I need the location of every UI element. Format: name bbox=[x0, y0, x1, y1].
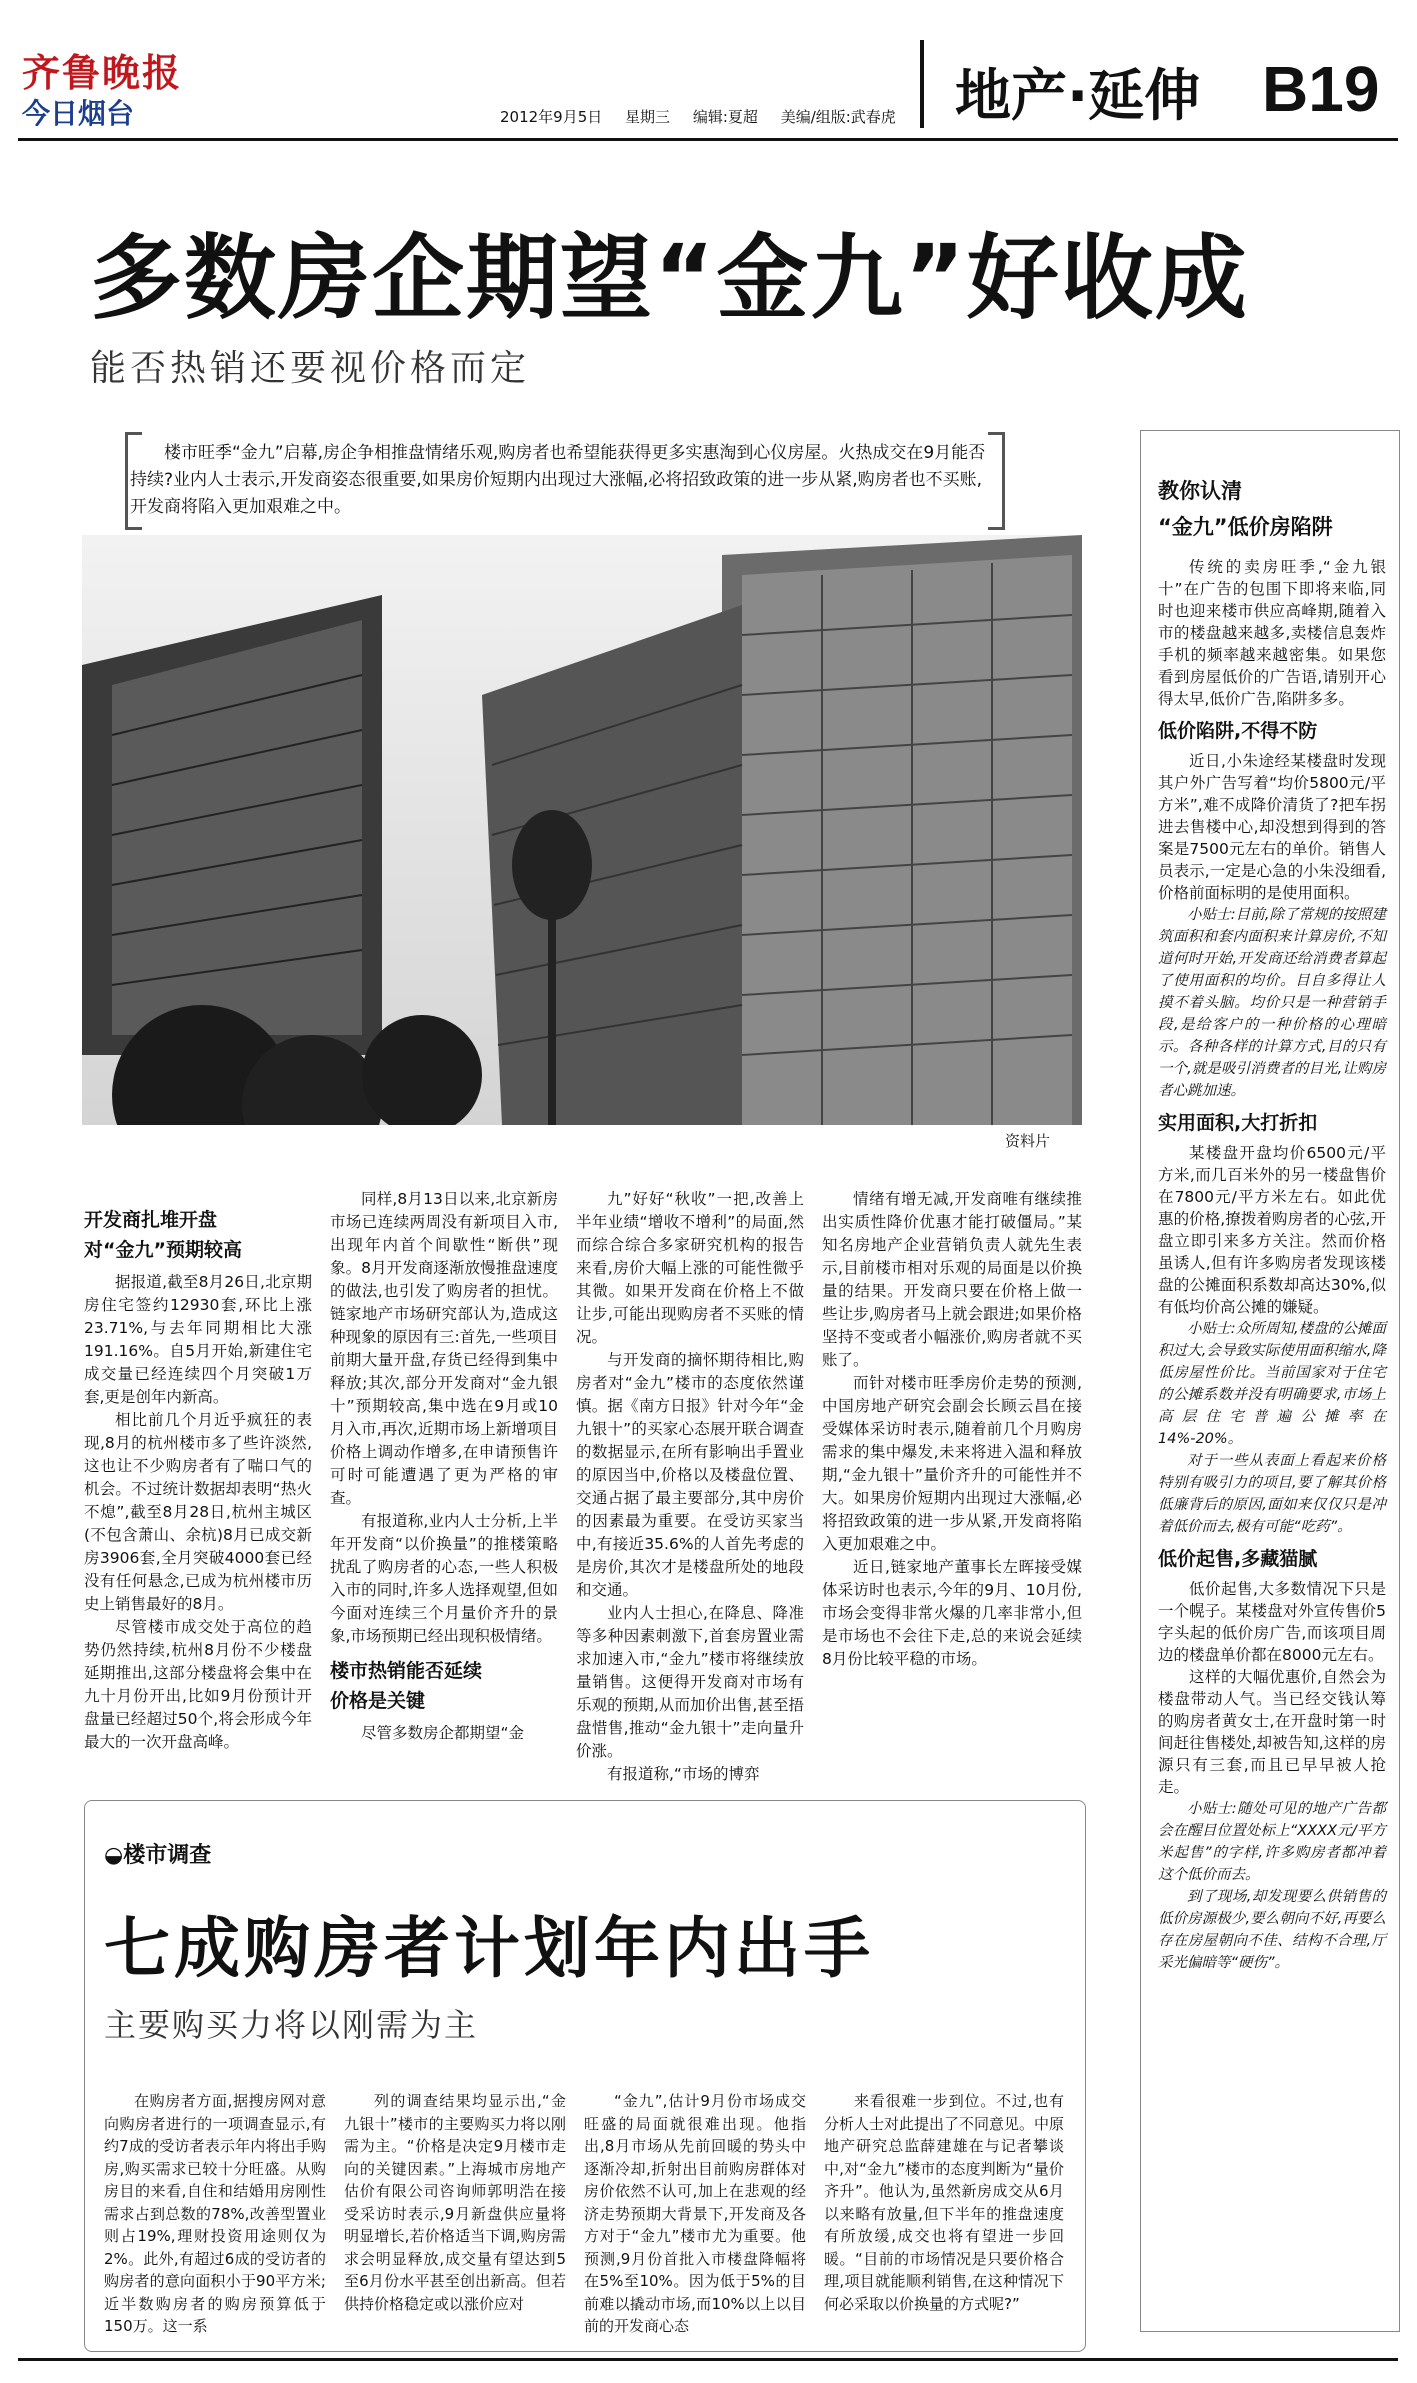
lead-paragraph: 楼市旺季“金九”启幕,房企争相推盘情绪乐观,购房者也希望能获得更多实惠淘到心仪房屋。火热成交在9月能否持续?业内人士表示,开发商姿态很重要,如果房价短期内出现过大涨幅,必将招致政策的进一步从紧,购房者也不买账,开发商将陷入更加艰难之中。 bbox=[130, 443, 986, 517]
tip-paragraph: 小贴士:随处可见的地产广告都会在醒目位置处标上“XXXX元/平方米起售”的字样,许多购房者都冲着这个低价而去。 bbox=[1158, 1801, 1386, 1883]
paragraph: 有报道称,业内人士分析,上半年开发商“以价换量”的推楼策略扰乱了购房者的心态,一些人积极入市的同时,许多人选择观望,但如今面对连续三个月量价齐升的景象,市场预期已经出现积极情绪。 bbox=[330, 1512, 558, 1645]
survey-column-2 bbox=[344, 2090, 566, 2315]
photo-caption: 资料片 bbox=[1005, 1132, 1051, 1150]
main-headline: 多数房企期望“金九”好收成 bbox=[90, 225, 1249, 332]
sidebar-title: “金九”低价房陷阱 bbox=[1158, 515, 1333, 539]
sidebar-kicker: 教你认清 bbox=[1158, 479, 1242, 503]
body-column-3 bbox=[576, 1188, 804, 1786]
paragraph: 某楼盘开盘均价6500元/平方米,而几百米外的另一楼盘售价在7800元/平方米左右。如此优惠的价格,撩拨着购房者的心弦,开盘立即引来多方关注。然而价格虽诱人,但有许多购房者发现该楼盘的公摊面积系数却高达30%,似有低均价高公摊的嫌疑。 bbox=[1158, 1144, 1386, 1316]
survey-column-3 bbox=[584, 2090, 806, 2338]
subheading: 价格是关键 bbox=[330, 1690, 426, 1712]
paragraph: 近日,链家地产董事长左晖接受媒体采访时也表示,今年的9月、10月份,市场会变得非常火爆的几率非常小,但是市场也不会往下走,总的来说会延续8月份比较平稳的市场。 bbox=[822, 1558, 1082, 1668]
paragraph: 同样,8月13日以来,北京新房市场已连续两周没有新项目入市,出现年内首个间歇性“断供”现象。8月开发商逐渐放慢推盘速度的做法,也引发了购房者的担忧。链家地产市场研究部认为,造成这种现象的原因有三:首先,一些项目前期大量开盘,存货已经得到集中释放;其次,部分开发商对“金九银十”预期较高,集中选在9月或10月入市,再次,近期市场上新增项目价格上调动作增多,在申请预售许可时可能遭遇了更为严格的审查。 bbox=[330, 1190, 558, 1507]
newspaper-logo: 齐鲁晚报 bbox=[22, 50, 183, 95]
paragraph: 传统的卖房旺季,“金九银十”在广告的包围下即将来临,同时也迎来楼市供应高峰期,随着入市的楼盘越来越多,卖楼信息轰炸手机的频率越来越密集。如果您看到房屋低价的广告语,请别开心得太早,低价广告,陷阱多多。 bbox=[1158, 558, 1386, 708]
sidebar-subheading: 低价陷阱,不得不防 bbox=[1158, 720, 1318, 742]
survey-column-1 bbox=[104, 2090, 326, 2338]
main-subhead: 能否热销还要视价格而定 bbox=[90, 348, 531, 389]
survey-subhead: 主要购买力将以刚需为主 bbox=[104, 2006, 479, 2044]
paragraph: 尽管多数房企都期望“金 bbox=[361, 1724, 525, 1742]
edition-name: 今日烟台 bbox=[22, 97, 135, 130]
survey-column-4 bbox=[824, 2090, 1064, 2315]
masthead-divider bbox=[920, 40, 924, 128]
survey-headline: 七成购房者计划年内出手 bbox=[104, 1910, 874, 1987]
body-column-1 bbox=[84, 1205, 312, 1754]
body-column-4 bbox=[822, 1188, 1082, 1671]
sidebar-subheading: 实用面积,大打折扣 bbox=[1158, 1112, 1318, 1134]
issue-meta bbox=[500, 106, 914, 127]
paragraph: 到了现场,却发现要么供销售的低价房源极少,要么朝向不好,再要么存在房屋朝向不佳、结构不合理,厅采光偏暗等“硬伤”。 bbox=[1158, 1889, 1386, 1971]
tip-paragraph: 小贴士:众所周知,楼盘的公摊面积过大,会导致实际使用面积缩水,降低房屋性价比。当前国家对于住宅的公摊系数并没有明确要求,市场上高层住宅普遍公摊率在14%-20%。 bbox=[1158, 1321, 1386, 1447]
sidebar-content bbox=[1158, 470, 1386, 1974]
issue-date: 2012年9月5日 bbox=[500, 108, 603, 126]
page-number: B19 bbox=[1262, 53, 1380, 125]
paragraph: 有报道称,“市场的博弈 bbox=[607, 1765, 760, 1783]
sidebar-subheading: 低价起售,多藏猫腻 bbox=[1158, 1548, 1318, 1570]
paragraph: 九”好好“秋收”一把,改善上半年业绩“增收不增利”的局面,然而综合综合多家研究机构的报告来看,房价大幅上涨的可能性微乎其微。如果开发商在价格上不做让步,可能出现购房者不买账的情况。 bbox=[576, 1190, 804, 1346]
bullet-icon: ◒ bbox=[104, 1843, 124, 1868]
paragraph: 相比前几个月近乎疯狂的表现,8月的杭州楼市多了些许淡然,这也让不少购房者有了喘口气的机会。不过统计数据却表明“热火不熄”,截至8月28日,杭州主城区(不包含萧山、余杭)8月已成交新房3906套,全月突破4000套已经没有任何悬念,已成为杭州楼市历史上销售最好的8月。 bbox=[84, 1411, 312, 1613]
survey-kicker: ◒楼市调查 bbox=[104, 1843, 212, 1868]
section-title: 地产·延伸 bbox=[955, 64, 1201, 129]
issue-weekday: 星期三 bbox=[625, 108, 671, 126]
lead-bracket-right bbox=[988, 432, 1005, 530]
issue-editor: 编辑:夏超 bbox=[692, 108, 758, 126]
paragraph: 低价起售,大多数情况下只是一个幌子。某楼盘对外宣传售价5字头起的低价房广告,而该项目周边的楼盘单价都在8000元左右。 bbox=[1158, 1580, 1386, 1664]
paragraph: 近日,小朱途经某楼盘时发现其户外广告写着“均价5800元/平方米”,难不成降价清货了?把车拐进去售楼中心,却没想到得到的答案是7500元左右的单价。销售人员表示,一定是心急的小朱没细看,价格前面标明的是使用面积。 bbox=[1158, 752, 1386, 902]
bottom-rule bbox=[18, 2358, 1398, 2361]
paragraph: 这样的大幅优惠价,自然会为楼盘带动人气。当已经交钱认筹的购房者黄女士,在开盘时第一时间赶往售楼处,却被告知,这样的房源只有三套,而且已早早被人抢走。 bbox=[1158, 1668, 1386, 1796]
tip-paragraph: 小贴士:目前,除了常规的按照建筑面积和套内面积来计算房价,不知道何时开始,开发商还给消费者算起了使用面积的均价。目自多得让人摸不着头脑。均价只是一种营销手段,是给客户的一种价格的心理暗示。各种各样的计算方式,目的只有一个,就是吸引消费者的目光,让购房者心跳加速。 bbox=[1158, 907, 1386, 1099]
paragraph: 业内人士担心,在降息、降准等多种因素刺激下,首套房置业需求加速入市,“金九”楼市将继续放量销售。这便得开发商对市场有乐观的预期,从而加价出售,甚至捂盘惜售,推动“金九银十”走向量升价涨。 bbox=[576, 1604, 804, 1760]
paragraph: 在购房者方面,据搜房网对意向购房者进行的一项调查显示,有约7成的受访者表示年内将出手购房,购买需求已较十分旺盛。从购房目的来看,自住和结婚用房刚性需求占到总数的78%,改善型置业则占19%,理财投资用途则仅为2%。此外,有超过6成的受访者的购房者的意向面积小于90平方米;近半数购房者的购房预算低于150万。这一系 bbox=[104, 2092, 326, 2335]
issue-designer: 美编/组版:武春虎 bbox=[780, 108, 896, 126]
paragraph: 尽管楼市成交处于高位的趋势仍然持续,杭州8月份不少楼盘延期推出,这部分楼盘将会集中在九十月份开出,比如9月份预计开盘量已经超过50个,将会形成今年最大的一次开盘高峰。 bbox=[84, 1618, 312, 1751]
subheading: 开发商扎堆开盘 bbox=[84, 1209, 218, 1231]
paragraph: 而针对楼市旺季房价走势的预测,中国房地产研究会副会长顾云昌在接受媒体采访时表示,随着前几个月购房需求的集中爆发,未来将进入温和释放期,“金九银十”量价齐升的可能性并不大。如果房价短期内出现过大涨幅,必将招致政策的进一步从紧,开发商将陷入更加艰难之中。 bbox=[822, 1374, 1082, 1553]
paragraph: 据报道,截至8月26日,北京期房住宅签约12930套,环比上涨23.71%,与去年同期相比大涨191.16%。自5月开始,新建住宅成交量已经连续四个月突破1万套,更是创年内新高。 bbox=[84, 1273, 312, 1406]
paragraph: “金九”,估计9月份市场成交旺盛的局面就很难出现。他指出,8月市场从先前回暖的势头中逐渐冷却,折射出目前购房群体对房价依然不认可,加上在悲观的经济走势预期大背景下,开发商及各方对于“金九”楼市尤为重要。他预测,9月份首批入市楼盘降幅将在5%至10%。因为低于5%的目前难以撬动市场,而10%以上以目前的开发商心态 bbox=[584, 2092, 806, 2335]
paragraph: 与开发商的摘怀期待相比,购房者对“金九”楼市的态度依然谨慎。据《南方日报》针对今年“金九银十”的买家心态展开联合调查的数据显示,在所有影响出手置业的原因当中,价格以及楼盘位置、交通占据了最主要部分,其中房价的因素最为重要。在受访买家当中,有接近35.6%的人首先考虑的是房价,其次才是楼盘所处的地段和交通。 bbox=[576, 1351, 804, 1599]
paragraph: 来看很难一步到位。不过,也有分析人士对此提出了不同意见。中原地产研究总监薛建雄在与记者攀谈中,对“金九”楼市的态度判断为“量价齐升”。他认为,虽然新房成交从6月以来略有放量,但下半年的推盘速度有所放缓,成交也将有望进一步回暖。“目前的市场情况是只要价格合理,项目就能顺利销售,在这种情况下何必采取以价换量的方式呢?” bbox=[824, 2092, 1065, 2313]
body-column-2 bbox=[330, 1188, 558, 1745]
paragraph: 情绪有增无减,开发商唯有继续推出实质性降价优惠才能打破僵局。”某知名房地产企业营销负责人就先生表示,目前楼市相对乐观的局面是以价换量的结果。开发商只要在价格上做一些让步,购房者马上就会跟进;如果价格坚持不变或者小幅涨价,购房者就不买账了。 bbox=[822, 1190, 1082, 1369]
paragraph: 对于一些从表面上看起来价格特别有吸引力的项目,要了解其价格低廉背后的原因,面如来仅仅只是冲着低价而去,极有可能“吃药”。 bbox=[1158, 1453, 1386, 1535]
subheading: 楼市热销能否延续 bbox=[330, 1660, 483, 1682]
paragraph: 列的调查结果均显示出,“金九银十”楼市的主要购买力将以刚需为主。“价格是决定9月楼市走向的关键因素。”上海城市房地产估价有限公司咨询师郭明浩在接受采访时表示,9月新盘供应量将明显增长,若价格适当下调,购房需求会明显释放,成交量有望达到5至6月份水平甚至创出新高。但若供持价格稳定或以涨价应对 bbox=[344, 2092, 566, 2313]
subheading: 对“金九”预期较高 bbox=[84, 1239, 242, 1261]
top-rule bbox=[18, 138, 1398, 141]
buildings-photo bbox=[82, 535, 1082, 1125]
